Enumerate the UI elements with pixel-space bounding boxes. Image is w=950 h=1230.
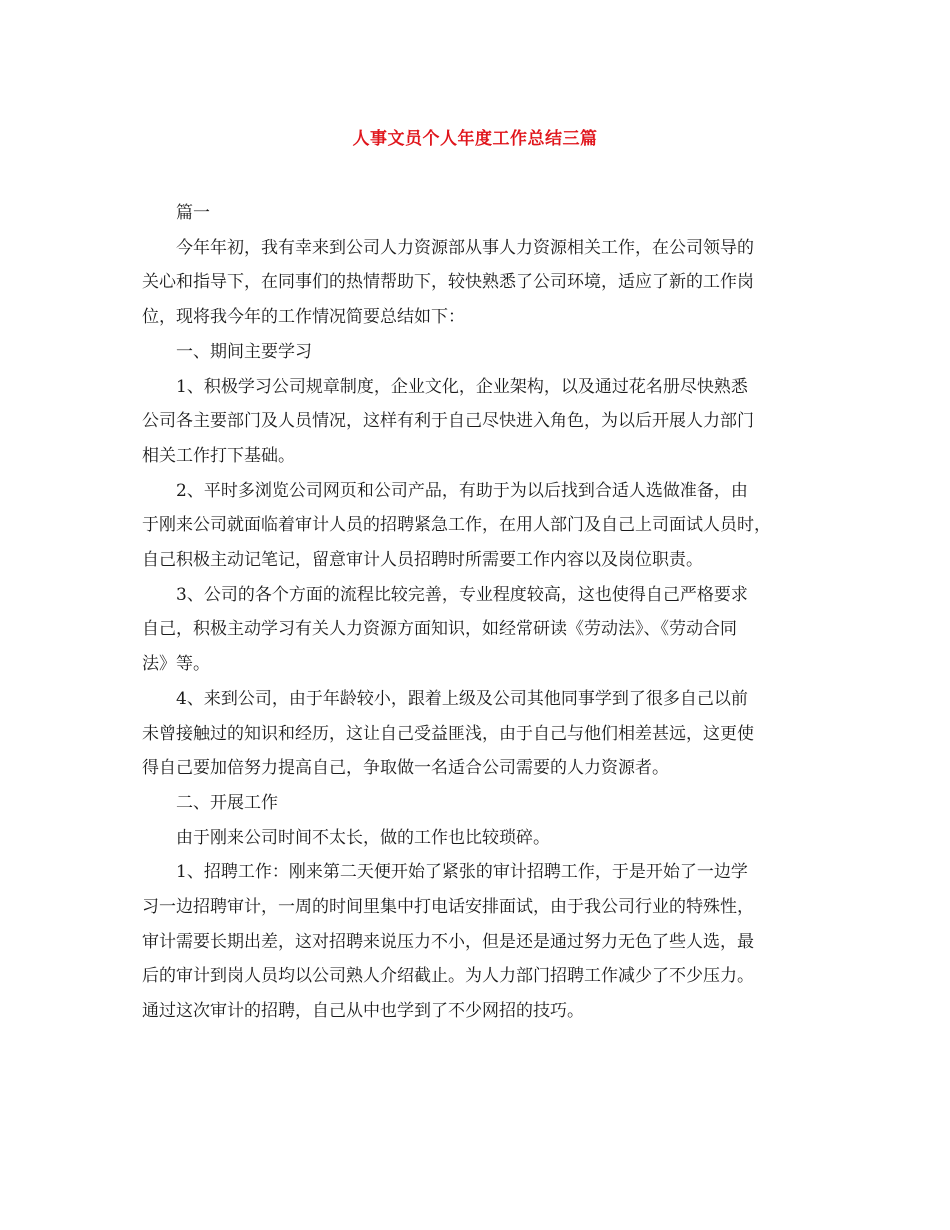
body-paragraph: 3、公司的各个方面的流程比较完善，专业程度较高，这也使得自己严格要求 自己，积极主动学习有关人力资源方面知识，如经常研读《劳动法》、《劳动合同 法》等。 (142, 584, 748, 675)
document-title: 人事文员个人年度工作总结三篇 (352, 129, 598, 149)
section-label: 篇一 (176, 203, 210, 223)
body-paragraph: 4、来到公司，由于年龄较小，跟着上级及公司其他同事学到了很多自己以前 未曾接触过的知识和经历，这让自己受益匪浅，由于自己与他们相差甚远，这更使 得自己要加倍努力提高自己，争取做一名适合公司需要的人力资源者。 (142, 688, 754, 779)
section-heading: 一、期间主要学习 (176, 341, 312, 362)
body-paragraph: 1、招聘工作：刚来第二天便开始了紧张的审计招聘工作，于是开始了一边学 习一边招聘审计，一周的时间里集中打电话安排面试，由于我公司行业的特殊性， 审计需要长期出差，这对招聘来说压力不小，但是还是通过努力无色了些人选，最 后的审计到岗人员均以公司熟人介绍截止。为人力部门招聘工作减少了不少压力。 通过这次审计的招聘，自己从中也学到了不少网招的技巧。 (142, 862, 754, 1022)
document-body (142, 196, 814, 1029)
section-heading: 二、开展工作 (176, 792, 278, 813)
body-paragraph: 1、积极学习公司规章制度，企业文化，企业架构，以及通过花名册尽快熟悉 公司各主要部门及人员情况，这样有利于自己尽快进入角色，为以后开展人力部门 相关工作打下基础。 (142, 376, 754, 466)
intro-paragraph: 今年年初，我有幸来到公司人力资源部从事人力资源相关工作，在公司领导的 关心和指导下，在同事们的热情帮助下，较快熟悉了公司环境，适应了新的工作岗 位，现将我今年的工作情况简要总结如下： (142, 237, 754, 328)
body-paragraph: 由于刚来公司时间不太长，做的工作也比较琐碎。 (176, 827, 550, 848)
body-paragraph: 2、平时多浏览公司网页和公司产品，有助于为以后找到合适人选做准备，由 于刚来公司就面临着审计人员的招聘紧急工作，在用人部门及自己上司面试人员时， 自己积极主动记笔记，留意审计人员招聘时所需要工作内容以及岗位职责。 (142, 480, 771, 571)
